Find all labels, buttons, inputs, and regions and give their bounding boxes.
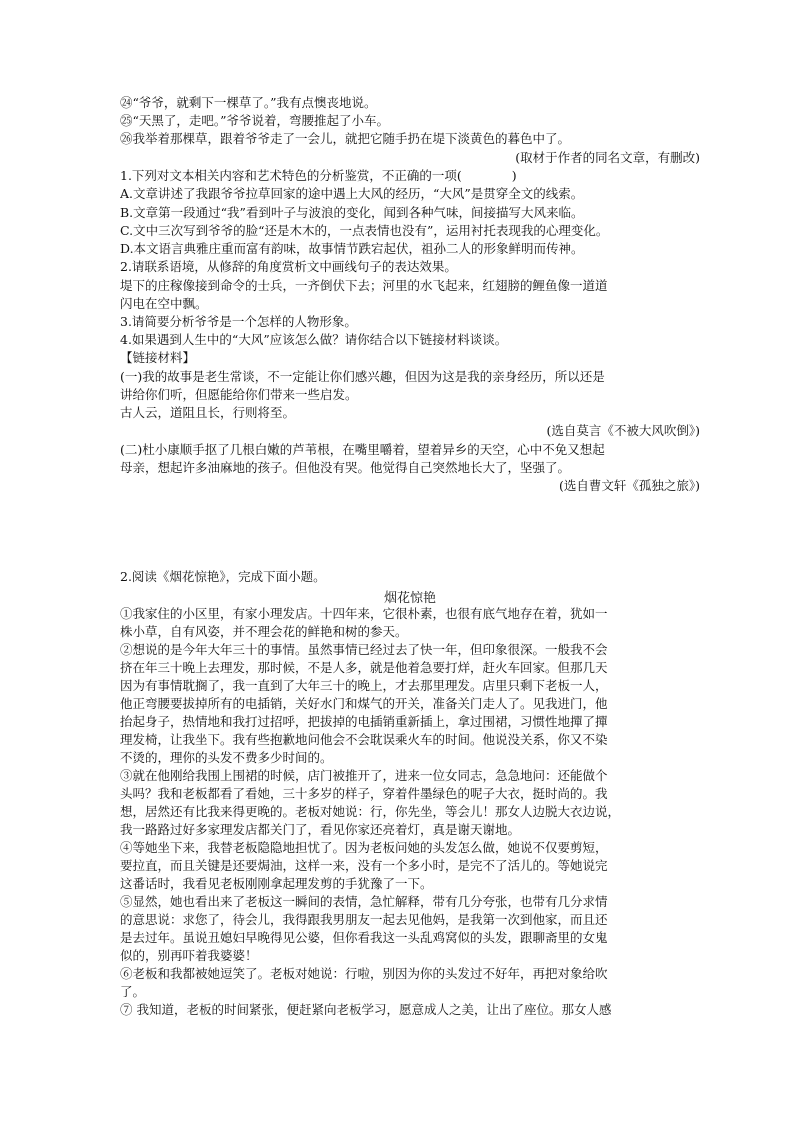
article-line: 似的，别再吓着我婆婆！ [120,948,258,963]
link-material-1-source: (选自莫言《不被大风吹倒》) [546,423,700,438]
article-line: 想，居然还有比我来得更晚的。老板对她说：行，你先坐，等会儿！那女人边脱大衣边说， [120,804,621,819]
source-note: (取材于作者的同名文章，有删改) [515,150,700,165]
article-line: 的意思说：求您了，待会儿，我得跟我男朋友一起去见他妈，是我第一次到他家，而且还 [120,912,608,927]
question-2: 2.请联系语境，从修辞的角度赏析文中画线句子的表达效果。 [120,259,457,274]
question-2-quote-line: 堤下的庄稼像接到命令的士兵，一齐倒伏下去；河里的水飞起来，红翅膀的鲤鱼像一道道 [120,278,608,293]
link-material-2-line: (二)杜小康顺手抠了几根白嫩的芦苇根，在嘴里嚼着，望着异乡的天空，心中不免又想起 [120,442,605,457]
section-2-intro: 2.阅读《烟花惊艳》，完成下面小题。 [120,569,326,584]
paragraph-25: ㉕“天黑了，走吧。”爷爷说着，弯腰推起了小车。 [120,113,390,128]
question-4: 4.如果遇到人生中的“大风”应该怎么做？请你结合以下链接材料谈谈。 [120,332,508,347]
link-material-1-line: 古人云，道阻且长，行则将至。 [120,405,296,420]
article-line: ⑤显然，她也看出来了老板这一瞬间的表情，急忙解释，带有几分夸张，也带有几分求情 [120,894,608,909]
option-c: C.文中三次写到爷爷的脸“还是木木的，一点表情也没有”，运用衬托表现我的心理变化。 [120,223,609,238]
option-a: A.文章讲述了我跟爷爷拉草回家的途中遇上大风的经历，“大风”是贯穿全文的线索。 [120,186,584,201]
article-line: 要拉直，而且关键是还要焗油，这样一来，没有一个多小时，是完不了活儿的。等她说完 [120,858,608,873]
link-material-1-line: 讲给你们听，但愿能给你们带来一些启发。 [120,387,358,402]
article-line: 头吗？我和老板都看了看她，三十多岁的样子，穿着件墨绿色的呢子大衣，挺时尚的。我 [120,786,608,801]
article-line: ⑥老板和我都被她逗笑了。老板对她说：行啦，别因为你的头发过不好年，再把对象给吹 [120,966,608,981]
article-line: ③就在他刚给我围上围裙的时候，店门被推开了，进来一位女同志，急急地问：还能做个 [120,768,608,783]
link-heading: 【链接材料】 [120,350,196,365]
article-line: 这番话时，我看见老板刚刚拿起理发剪的手犹豫了一下。 [120,876,433,891]
option-b: B.文章第一段通过“我”看到叶子与波浪的变化，闻到各种气味，间接描写大风来临。 [120,205,584,220]
question-3: 3.请简要分析爷爷是一个怎样的人物形象。 [120,314,357,329]
article-line: ①我家住的小区里，有家小理发店。十四年来，它很朴素，也很有底气地存在着，犹如一 [120,606,608,621]
article-line: 挤在年三十晚上去理发，那时候，不是人多，就是他着急要打烊，赶火车回家。但那几天 [120,660,608,675]
article-title: 烟花惊艳 [383,591,436,606]
article-line: 他正弯腰要拔掉所有的电插销，关好水门和煤气的开关，准备关门走人了。见我进门，他 [120,696,608,711]
article-line: 了。 [120,984,146,999]
article-line: 是去过年。虽说丑媳妇早晚得见公婆，但你看我这一头乱鸡窝似的头发，跟聊斋里的女鬼 [120,930,608,945]
paragraph-24: ㉔“爷爷，就剩下一棵草了。”我有点懊丧地说。 [120,95,377,110]
article-line: 我一路路过好多家理发店都关门了，看见你家还亮着灯，真是谢天谢地。 [120,822,521,837]
article-line: ④等她坐下来，我替老板隐隐地担忧了。因为老板问她的头发怎么做，她说不仅要剪短， [120,840,608,855]
link-material-1-line: (一)我的故事是老生常谈，不一定能让你们感兴趣，但因为这是我的亲身经历，所以还是 [120,369,605,384]
question-1: 1.下列对文本相关内容和艺术特色的分析鉴赏，不正确的一项( ) [120,168,517,183]
article-line: 株小草，自有风姿，并不理会花的鲜艳和树的参天。 [120,624,408,639]
question-2-quote-line: 闪电在空中飘。 [120,296,208,311]
link-material-2-source: (选自曹文轩《孤独之旅》) [558,478,700,493]
option-d: D.本文语言典雅庄重而富有韵味，故事情节跌宕起伏，祖孙二人的形象鲜明而传神。 [120,241,584,256]
article-line: 不烫的，理你的头发不费多少时间的。 [120,750,333,765]
article-line: ⑦ 我知道，老板的时间紧张，便赶紧向老板学习，愿意成人之美，让出了座位。那女人感 [120,1002,612,1017]
article-line: 理发椅，让我坐下。我有些抱歉地问他会不会耽误乘火车的时间。他说没关系，你又不染 [120,732,608,747]
article-line: 抬起身子，热情地和我打过招呼，把拔掉的电插销重新插上，拿过围裙，习惯性地撣了撣 [120,714,608,729]
paragraph-26: ㉖我举着那棵草，跟着爷爷走了一会儿，就把它随手扔在堤下淡黄色的暮色中了。 [120,131,571,146]
link-material-2-line: 母亲，想起许多油麻地的孩子。但他没有哭。他觉得自己突然地长大了，坚强了。 [120,460,571,475]
article-line: 因为有事情耽搁了，我一直到了大年三十的晚上，才去那里理发。店里只剩下老板一人， [120,678,608,693]
article-line: ②想说的是今年大年三十的事情。虽然事情已经过去了快一年，但印象很深。一般我不会 [120,642,608,657]
